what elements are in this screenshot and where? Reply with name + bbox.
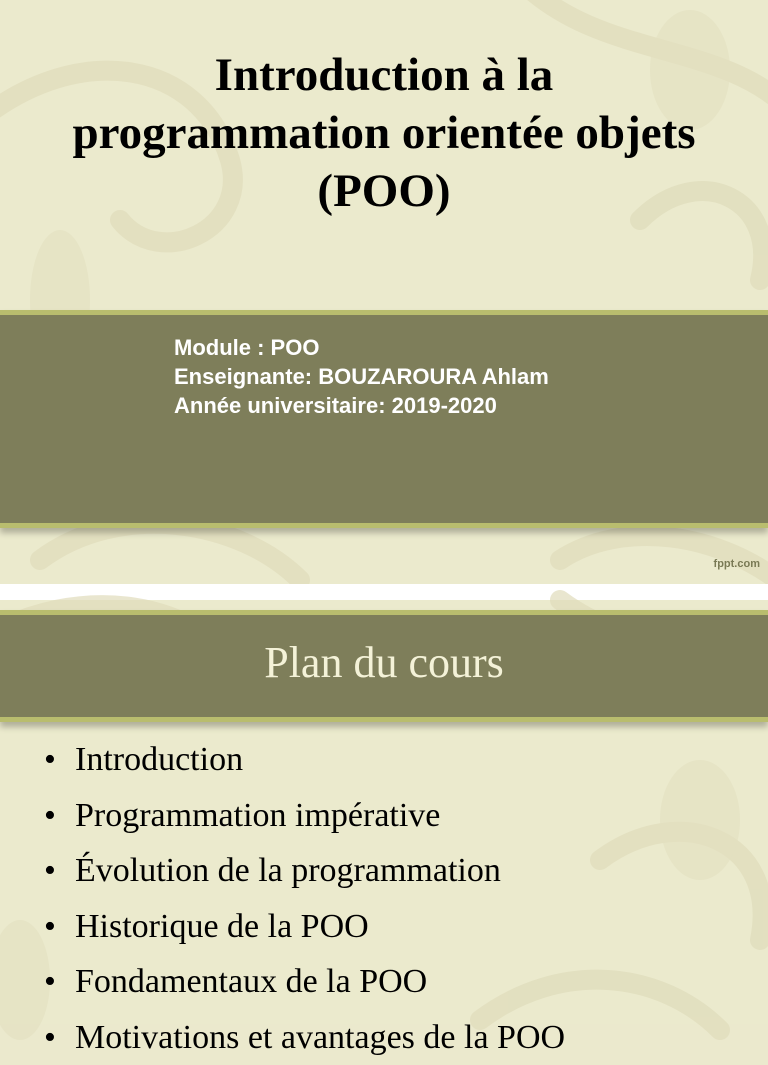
plan-title: Plan du cours bbox=[0, 635, 768, 691]
plan-list bbox=[44, 732, 565, 1065]
list-item-label: Programmation impérative bbox=[75, 797, 440, 834]
slide-title-line-1: Introduction à la bbox=[0, 46, 768, 104]
template-credit: fppt.com bbox=[714, 558, 760, 570]
bullet-icon: • bbox=[44, 788, 75, 844]
slide-title-line-3: (POO) bbox=[0, 162, 768, 220]
slide-title bbox=[0, 46, 768, 220]
list-item-label: Introduction bbox=[75, 741, 243, 778]
list-item-label: Évolution de la programmation bbox=[75, 852, 501, 889]
list-item bbox=[44, 788, 565, 844]
list-item-label: Motivations et avantages de la POO bbox=[75, 1019, 565, 1056]
list-item bbox=[44, 843, 565, 899]
bullet-icon: • bbox=[44, 954, 75, 1010]
list-item bbox=[44, 1010, 565, 1065]
list-item bbox=[44, 954, 565, 1010]
bullet-icon: • bbox=[44, 1010, 75, 1065]
bullet-icon: • bbox=[44, 732, 75, 788]
module-label: Module : POO bbox=[174, 333, 549, 362]
teacher-label: Enseignante: BOUZAROURA Ahlam bbox=[174, 362, 549, 391]
bullet-icon: • bbox=[44, 843, 75, 899]
info-band bbox=[0, 310, 768, 528]
academic-year-label: Année universitaire: 2019-2020 bbox=[174, 391, 549, 420]
list-item bbox=[44, 732, 565, 788]
list-item-label: Fondamentaux de la POO bbox=[75, 963, 427, 1000]
plan-slide bbox=[0, 600, 768, 1024]
course-info bbox=[174, 333, 549, 420]
slide-title-line-2: programmation orientée objets bbox=[0, 104, 768, 162]
list-item-label: Historique de la POO bbox=[75, 908, 369, 945]
plan-title-band bbox=[0, 610, 768, 722]
list-item bbox=[44, 899, 565, 955]
bullet-icon: • bbox=[44, 899, 75, 955]
